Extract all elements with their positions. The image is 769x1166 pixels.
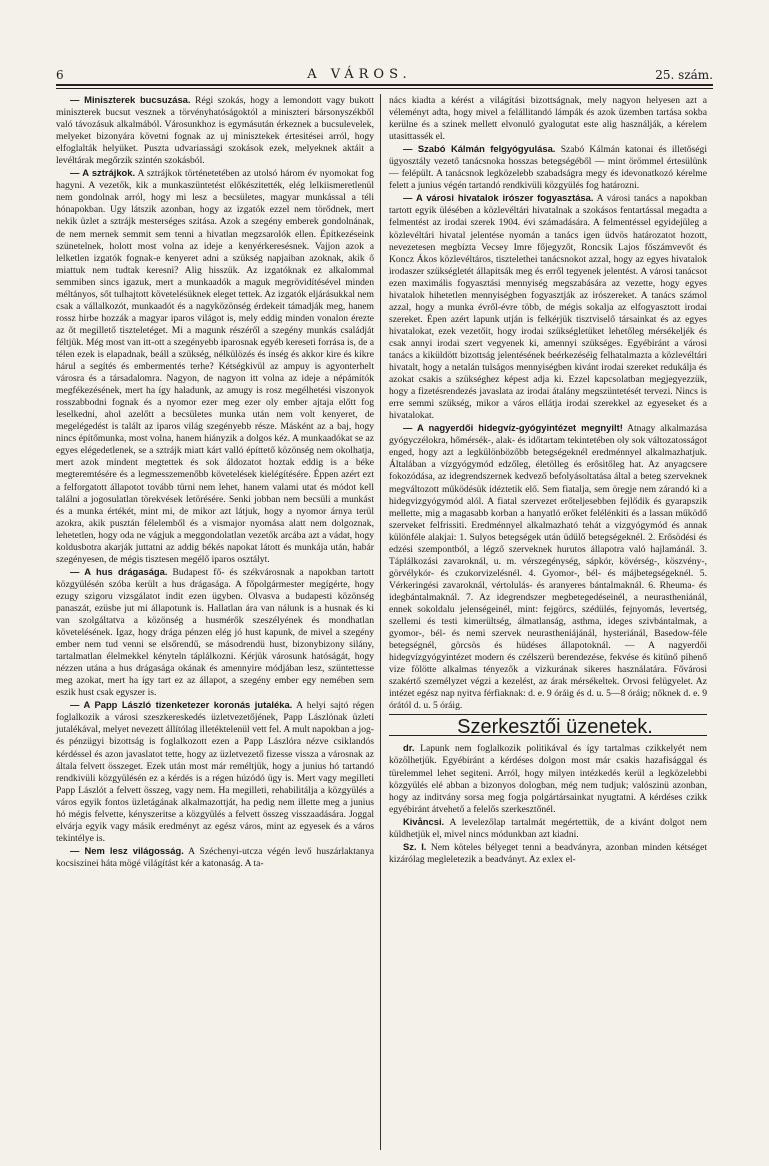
article-continuation [389, 94, 707, 143]
article-lead: — Szabó Kálmán felgyógyulása. [403, 143, 556, 155]
publication-title: A VÁROS. [307, 67, 412, 82]
article-text: A Széchenyi-utcza végén levő huszárlaktanya kocsiszinei háta mögé világítást kér a katonaság. A ta- [56, 845, 374, 869]
article-lead: — A Papp László tizenketezer koronás jutaléka. [70, 699, 293, 711]
editor-message [389, 816, 707, 841]
article-lead: — A nagyerdői hidegvíz-gyógyintézet megnyilt! [403, 422, 623, 434]
article-lead: — Miniszterek bucsuzása. [70, 94, 191, 105]
message-text: A levelezőlap tartalmát megértettük, de a kivánt dolgot nem küldhetjük el, mivel nincs módunkban azt kiadni. [389, 816, 707, 840]
article-lead: — Nem lesz világosság. [70, 844, 184, 856]
page-header [56, 64, 713, 82]
section-rule [389, 714, 707, 715]
left-column [56, 94, 374, 870]
editor-messages-title: Szerkesztői üzenetek. [457, 716, 653, 739]
article-text: A helyi sajtó régen foglalkozik a városi szeszkereskedés üzletvezetőjének, Papp Lászlónak üzleti jutalékával, melyet nevezett állítólag illetéktelenül vett fel. A mult napokban a jog- és pénzügyi bizottság is foglalkozott ezen a Papp Lászlóra nézve csiklandós kérdéssel és azon javaslatot tette, hogy az üzletvezető fizesse vissza a városnak az általa felvett összeget. Ezek után most már reméltjük, hogy a junius hó tartandó rendkivüli közgyülésén ez a kérdés is a régen húzódó ügy is. Mert vagy megilleti Papp Lászlót a felvett összeg, vagy nem. Ha megilleti, rehabilitálja a közgyülés a város egyik fontos üzletágának alkalmazottját, ha pedig nem illette meg a junius hó mégis felvette, kényszeritse a közgyülés a felvett összeg visszaadására. Joggal elvárja egyik vagy másik eredményt az egész város, mint az egyesek és a város tekintélye is. [56, 700, 375, 844]
article-lead: — A sztrájkok. [70, 167, 136, 179]
page-number: 6 [56, 68, 64, 82]
article-miniszterek [56, 94, 374, 167]
article-text: Szabó Kálmán katonai és illetőségi ügyosztály vezető tanácsnoka hosszas betegségéből — mint örömmel értesülünk — felépült. A tanácsnok legközelebb szabadságra megy és idevonatkozó kérelme felett a junius végén tartandó rendkivüli közgyülés fog határozni. [389, 144, 707, 192]
article-text: nács kiadta a kérést a világítási bizottságnak, mely nagyon helyesen azt a véleményt adta, hogy mivel a felállitandó lámpák és azok üzemben tartása sokba kerülne és a szinek mellett elvonuló gyalogutat este alig használják, a kérelem utasittassék el. [389, 95, 707, 143]
message-addressee: dr. [403, 742, 415, 754]
message-addressee: Sz. I. [403, 840, 427, 852]
article-vilagossag [56, 845, 374, 870]
article-hus-dragasaga [56, 566, 374, 700]
message-text: Nem köteles bélyeget tenni a beadványra, azonban minden kétséget kizárólag megleletezik a beadványt. Az exlex el- [389, 841, 707, 865]
article-text: Régi szokás, hogy a lemondott vagy bukott miniszterek bucsut vesznek a törvényhatóságoktól a miniszteri bársonyszékből való távozásuk alkalmából. Városunkhoz is egymásután érkeznek a bucsulevelek, melyeket bizonyára követni fognak az uj minisztekek értesitései arról, hogy elfoglalták helyüket. Puszta udvariassági szokások ezek, melyeknek aktáit a levéltárak megőrzik szintén szokásból. [56, 95, 374, 167]
article-hidegviz [389, 422, 707, 712]
article-text: Budapest fő- és székvárosnak a napokban tartott közgyülésén szóba került a hus drágasága. A főpolgármester megígérte, hogy ezugy szigoru vizsgálatot indit ezen ügyben. Olvasva a budapesti közönség panaszát, ezüsbe jut mi állapotunk is. Hallatlan ára van nálunk is a husnak és ki van szolgáltatva a közönség a husmérők szeszélyének és mondhatlan követelésének. Igaz, hogy drága pénzen elég jó hust kapunk, de mivel a szegény ember nem tud venni se elsőrendű, se másodrendü hust, bizonybizony silány, tartalmatlan élelmekkel kényteln táplálkozni. Kérjük városunk hatóságát, hogy nézzen utána a hus drágasága okának és amennyire módjában lesz, szüntettesse meg azokat, mert ha így tart ez az állapot, a szegény ember egy nemében sem eszik hust csak egyszer is. [56, 566, 374, 699]
editor-message [389, 742, 707, 815]
article-lead: — A városi hivatalok irószer fogyasztása. [403, 192, 594, 204]
article-sztrajkok [56, 167, 374, 566]
right-column [389, 94, 707, 866]
header-rule-thin [56, 88, 713, 89]
article-text: A sztrájkok történetetében az utolsó három év nyomokat fog hagyni. A vezetők, kik a munkaszüntetést előkészitették, elég lelkiismeretlenül nem gondolnak arról, hogy mi lesz a becsületes, magyar munkással a téli hónapokban. Ugy látszik azonban, hogy az izgatók ezzel nem törődnek, mert nekik üzlet a sztrájk mesterséges szitása. Azok a szegény emberek gondolnának, de nem mernek semmit sem tenni a hivatlan megzsarolók ellen. Építkezéseink szünetelnek, holott most volna az ideje a kenyérkeresésnek. Vajjon azok a lelketlen izgatók fognak-e kenyeret adni a szükség napjaiban azoknak, akik ő miattuk nem tudtak keresni? Alig hisszük. Az izgatóknak ez alkalommal semmiben sincs igazuk, mert a munkaadók a maguk megrövidítésével minden méltányos, sőt tulhajtott követelésüknek eleget tettek. Az izgatók eljárásukkal nem csak a vállalkozót, munkaadót és a nagyközönség érdekeit támadják meg, hanem rossz hirbe hozzák a magyar iparos világot is, mely eddig minden vonalon érezte az őt megillető tiszteletéget. Mi a magunk részéről a szegény munkás családját féltjük. Még most van itt-ott a szegényebb iparosnak egyéb kereseti forrása is, de a télen ezek is elapadnak, beáll a szükség, nélkülözés és ínség és akkor kire és kikre hárul a segítés és embermentés terhe? Kétségkivül az ampuy is agyonterhelt városra és a társadalomra. Nagyon, de nagyon itt volna az ideje a népámítók megfékezésének, mert ha így haladunk, az amugy is rosz megélhetési viszonyok rosszabbodni fognak és a nyomor ezer meg ezer oly ember ajtaja előtt fog leselkedni, ahol azelőtt a becsületes munka után nem volt kenyeret, de megelégedést is talált az iparos világ szegényebb része. Másként az a baj, hogy nincs építőmunka, most volna, hanem hiányzik a dolgos kéz. A munkaadókat se az egyes elégedetlenek, se a sztrájk miatt kárt valló építtető közönség nem okolhatja, mert azok mindent megtettek és sok áldozatot hoztak eddig is a béke megteremtésére és a legmesszemenőbb követelések kielégítésére. Éppen azért ezt a felforgatott állapotot tovább türni nem lehet, hanem valami utat és módot kell találni a jogosulatlan törekvések letörésére. Senki jobban nem becsüli a munkást és a munka értékét, mint mi, de mikor azt látjuk, hogy a nyomor árnya terül azokra, akik pusztán félelemből és a vismajor nyomása alatt nem dolgoznak, lehetetlen, hogy oda ne vágjuk a meggondolatlan vezetők arcába azt a vádat, hogy koldusbotra akarják juttatni az addig békés napokat látott és munkája után, habár szegényesen, de mégis tisztesen megélő iparos osztályt. [56, 168, 374, 565]
article-papp-laszlo [56, 699, 374, 845]
message-addressee: Kivåncsi. [403, 815, 445, 827]
article-iroszer [389, 192, 707, 422]
column-divider [380, 94, 381, 1150]
message-text: Lapunk nem foglalkozik politikával és így tartalmas czikkelyét nem közölhetjük. Egyébiránt a kérdéses dolgon most már csakis hazafisággal és türelemmel lehet segiteni. Arról, hogy milyen intézkedés kerül a legközelebbi közgyülés elé abban a bizonyos dologban, még nem tudjuk; valószinü azonban, hogy az inditvány sorsa meg fogja polgártársainkat nyugtatni. A kérdéses czikk egyébiránt átvehető a felelős szerkesztőnél. [389, 743, 707, 815]
article-lead: — A hus drágasága. [70, 565, 168, 577]
header-rule [56, 84, 713, 86]
article-text: A városi tanács a napokban tartott egyik ülésében a közlevéltári hivatalnak a szokásos fentartással megadta a felmentést az irodai szerek 1904. évi számadására. A felmentéssel egyidejüleg a közlevéltári hivatal jelentése nyomán a tanács igen üdvös határozatot hozott, nevezetesen megbízta Vecsey Imre főjegyzőt, Roncsik Lajos főszámvevőt és Koncz Ákos közlevéltáros, tisztelethei tanácsnokot azzal, hogy az egyes hivatalok irodaszer szükségletét állapitsák meg és erről tegyenek jelentést. A városi tanácsot ezen maximális fogyasztási mennyiség megszabására az vezette, hogy egyes hivatalok hihetetlen mennyiségben fogyasztják az irószereket. A tanács számol azzal, hogy a munka évről-évre több, de mégis sokalja az elfogyasztott irodai szereket. Épen azért lapunk utján is felkérjük tisztviselő társainkat és az egyes hivatalokat, ezek vezetőit, hogy irodai szükségletüket lehetőleg mérsékeljék és csak annyi irodai szert vegyenek ki, amennyi szükséges. Egyébiránt a városi tanács a kiküldött bizottság jelentésének beérkezéséig felhatalmazta a közlevéltári hivatalt, hogy a netalán tulságos mennyiségben kivánt irodai szereket redukálja és azokat csakis a szükséghez képest adja ki. Ezzel kapcsolatban megjegyezzük, hogy a fizetésrendezés javaslata az irodai átalány megszüntetését tervezi. Nincs is erre semmi szükség, mikor a város ellátja irodai szerekkel az egyeseket és a hivatalokat. [389, 193, 707, 422]
editor-message [389, 841, 707, 866]
issue-number: 25. szám. [655, 68, 713, 82]
article-text: Atnagy alkalmazása gyógyczélokra, hőmérsék-, alak- és időtartam tekintetében oly sok változatosságot enged, hogy azt a legkülönbözőbb betegségeknél eredménnyel alkalmazhatjuk. Általában a vízgyógymód edzőleg, életölleg és erősitőleg hat. Az anyagcsere fokozódása, az idegrendszernek kedvező befolyásoltatása által a beteg szerveknek megváltozott működésük idéztetik elő. Sem fiatalja, sem öregje nem zárandó ki a hidegvizgyógymód alól. A fiatal szervezet erőteljesebben fejlődik és gyarapszik mellette, mig a magasabb korban a hanyatló erőket felélénkiti és a lassan működő szerveket felfrissiti. Eredménnyel alkalmazható tehát a vizgyógymód és annak különféle alakjai: 1. Sulyos betegségek után üdülő betegségeknél. 2. Erősödési és edzési szempontból, a légző szerveknek hurutos állapotra való hajlamánál. 3. Táplálkozási zavaroknál, u. m. vérszegénység, sápkór, kövérség-, köszvény-, görvélykór- és czukorvizelésnél. 4. Gyomor-, bél- és májbetegségeknél. 5. Vérkeringési zavaroknál, vértolulás- és aranyeres bántalmaknál. 6. Rheuma- és idegbántalmaknál. 7. Az idegrendszer megbetegedéseinél, a neurastheniánál, ennek sokoldalu jelenségeinél, mint: fejgörcs, szédülés, fejnyomás, levertség, szellemi és testi kimerültség, álmatlanság, asthma, ideges szivbántalmak, a gyomor-, bél- és nemi szervek neurastheniájánál, hysteriánál, Basedow-féle betegségnél, görcsös és hüdéses állapotoknál. — A nagyerdői hidegvízgyógyintézet modern és czélszerü berendezése, fekvése és kitünő pihenő vize fölötte alkalmas tényezők a vizkurának sikeres használatára. Fővárosi szakértő személyzet végzi a kezelést, az árak mérsékeltek. Orvosi felügyelet. Az intézet egész nap nyitva férfiaknak: d. e. 9 óráig és d. u. 5—8 óráig; nőknek d. e. 9 órától d. u. 5 óráig. [389, 423, 707, 712]
article-szabo-kalman [389, 143, 707, 192]
